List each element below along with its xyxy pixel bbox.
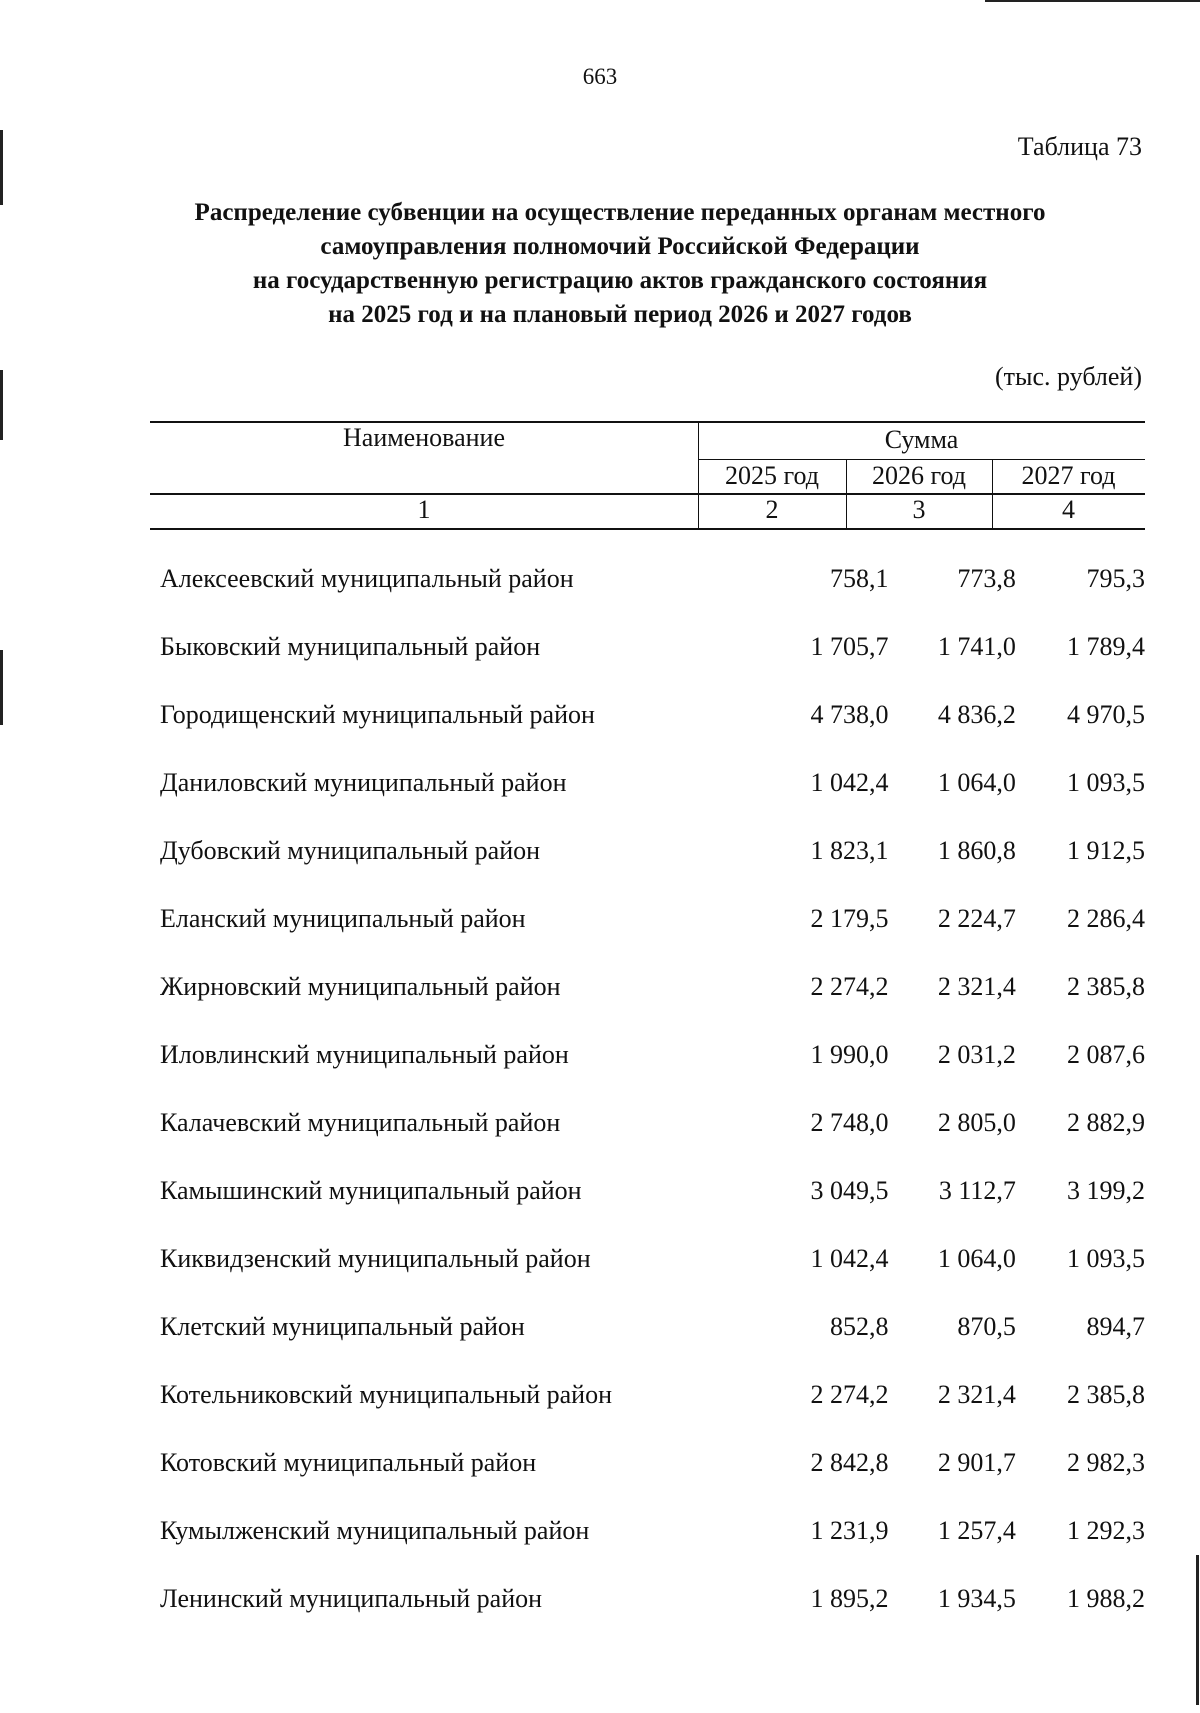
row-name: Иловлинский муниципальный район	[160, 1040, 569, 1069]
table-row	[150, 1089, 1145, 1157]
value-2025: 1 231,9	[810, 1516, 889, 1545]
header-year-2025: 2025 год	[725, 461, 819, 490]
header-col-number: 2	[765, 495, 779, 524]
scan-edge-mark	[0, 130, 3, 205]
row-name: Калачевский муниципальный район	[160, 1108, 561, 1137]
value-2027: 2 882,9	[1067, 1108, 1145, 1137]
row-name: Еланский муниципальный район	[160, 904, 526, 933]
value-2025: 1 705,7	[810, 632, 889, 661]
table-body	[150, 545, 1145, 1633]
table-title	[120, 196, 1120, 332]
table-row	[150, 613, 1145, 681]
value-2025: 1 042,4	[810, 1244, 889, 1273]
header-col-number: 3	[912, 495, 926, 524]
value-2027: 1 292,3	[1067, 1516, 1145, 1545]
page-number: 663	[582, 64, 618, 89]
header-year-2027: 2027 год	[1021, 461, 1116, 490]
title-line: самоуправления полномочий Российской Федерации	[320, 233, 920, 260]
value-2027: 1 789,4	[1067, 632, 1145, 661]
table-header	[150, 421, 1145, 531]
table-row	[150, 1293, 1145, 1361]
value-2026: 773,8	[957, 564, 1016, 593]
scan-edge-mark	[1196, 1555, 1199, 1705]
units-label: (тыс. рублей)	[994, 362, 1142, 391]
value-2027: 1 093,5	[1067, 768, 1145, 797]
row-name: Камышинский муниципальный район	[160, 1176, 582, 1205]
value-2025: 2 274,2	[810, 972, 889, 1001]
value-2026: 1 064,0	[937, 1244, 1016, 1273]
value-2025: 3 049,5	[810, 1176, 889, 1205]
header-sum-rule	[698, 459, 1145, 460]
value-2025: 1 895,2	[810, 1584, 889, 1613]
value-2025: 1 042,4	[810, 768, 889, 797]
value-2026: 2 321,4	[937, 972, 1016, 1001]
table-row	[150, 1565, 1145, 1633]
table-row	[150, 817, 1145, 885]
value-2027: 2 385,8	[1067, 1380, 1145, 1409]
value-2026: 2 901,7	[937, 1448, 1016, 1477]
value-2025: 758,1	[830, 564, 889, 593]
title-line: на государственную регистрацию актов гражданского состояния	[252, 267, 988, 294]
scan-edge-mark	[0, 370, 3, 440]
value-2026: 1 064,0	[937, 768, 1016, 797]
table-row	[150, 545, 1145, 613]
row-name: Быковский муниципальный район	[160, 632, 541, 661]
value-2026: 2 321,4	[937, 1380, 1016, 1409]
table-row	[150, 1429, 1145, 1497]
value-2025: 2 179,5	[810, 904, 889, 933]
header-col-number: 1	[417, 495, 431, 524]
value-2026: 2 031,2	[937, 1040, 1016, 1069]
value-2027: 795,3	[1086, 564, 1145, 593]
value-2026: 1 860,8	[937, 836, 1016, 865]
table-label: Таблица 73	[1017, 132, 1142, 161]
table-row	[150, 1157, 1145, 1225]
title-line: Распределение субвенции на осуществление переданных органам местного	[194, 199, 1046, 226]
value-2026: 870,5	[957, 1312, 1016, 1341]
value-2027: 2 385,8	[1067, 972, 1145, 1001]
table-row	[150, 1497, 1145, 1565]
value-2027: 2 982,3	[1067, 1448, 1145, 1477]
value-2026: 3 112,7	[938, 1176, 1016, 1205]
row-name: Котельниковский муниципальный район	[160, 1380, 612, 1409]
value-2027: 2 087,6	[1067, 1040, 1145, 1069]
value-2025: 1 990,0	[810, 1040, 889, 1069]
title-line: на 2025 год и на плановый период 2026 и 2027 годов	[328, 301, 912, 328]
row-name: Дубовский муниципальный район	[160, 836, 541, 865]
table-row	[150, 749, 1145, 817]
value-2025: 852,8	[830, 1312, 889, 1341]
value-2027: 3 199,2	[1067, 1176, 1145, 1205]
table-row	[150, 681, 1145, 749]
row-name: Городищенский муниципальный район	[160, 700, 595, 729]
value-2025: 4 738,0	[810, 700, 889, 729]
header-bottom-rule	[150, 528, 1145, 530]
scan-edge-mark	[985, 0, 1200, 2]
row-name: Жирновский муниципальный район	[160, 972, 561, 1001]
table-row	[150, 1361, 1145, 1429]
value-2025: 2 842,8	[810, 1448, 889, 1477]
row-name: Алексеевский муниципальный район	[160, 564, 574, 593]
value-2026: 2 224,7	[937, 904, 1016, 933]
value-2027: 1 093,5	[1067, 1244, 1145, 1273]
value-2025: 1 823,1	[810, 836, 889, 865]
header-name: Наименование	[343, 423, 505, 452]
row-name: Ленинский муниципальный район	[160, 1584, 543, 1613]
header-year-2026: 2026 год	[872, 461, 966, 490]
value-2025: 2 274,2	[810, 1380, 889, 1409]
table-row	[150, 1021, 1145, 1089]
value-2026: 2 805,0	[937, 1108, 1016, 1137]
table-row	[150, 953, 1145, 1021]
value-2025: 2 748,0	[810, 1108, 889, 1137]
row-name: Киквидзенский муниципальный район	[160, 1244, 591, 1273]
value-2026: 1 934,5	[937, 1584, 1016, 1613]
table-row	[150, 885, 1145, 953]
row-name: Даниловский муниципальный район	[160, 768, 567, 797]
value-2026: 1 741,0	[937, 632, 1016, 661]
value-2027: 4 970,5	[1067, 700, 1145, 729]
value-2027: 2 286,4	[1067, 904, 1145, 933]
value-2026: 1 257,4	[937, 1516, 1016, 1545]
row-name: Котовский муниципальный район	[160, 1448, 537, 1477]
row-name: Клетский муниципальный район	[160, 1312, 525, 1341]
value-2027: 1 912,5	[1067, 836, 1145, 865]
scan-edge-mark	[0, 650, 3, 725]
row-name: Кумылженский муниципальный район	[160, 1516, 590, 1545]
value-2026: 4 836,2	[937, 700, 1016, 729]
header-sum: Сумма	[884, 425, 959, 454]
value-2027: 894,7	[1086, 1312, 1145, 1341]
table-row	[150, 1225, 1145, 1293]
header-col-number: 4	[1062, 495, 1075, 524]
value-2027: 1 988,2	[1067, 1584, 1145, 1613]
